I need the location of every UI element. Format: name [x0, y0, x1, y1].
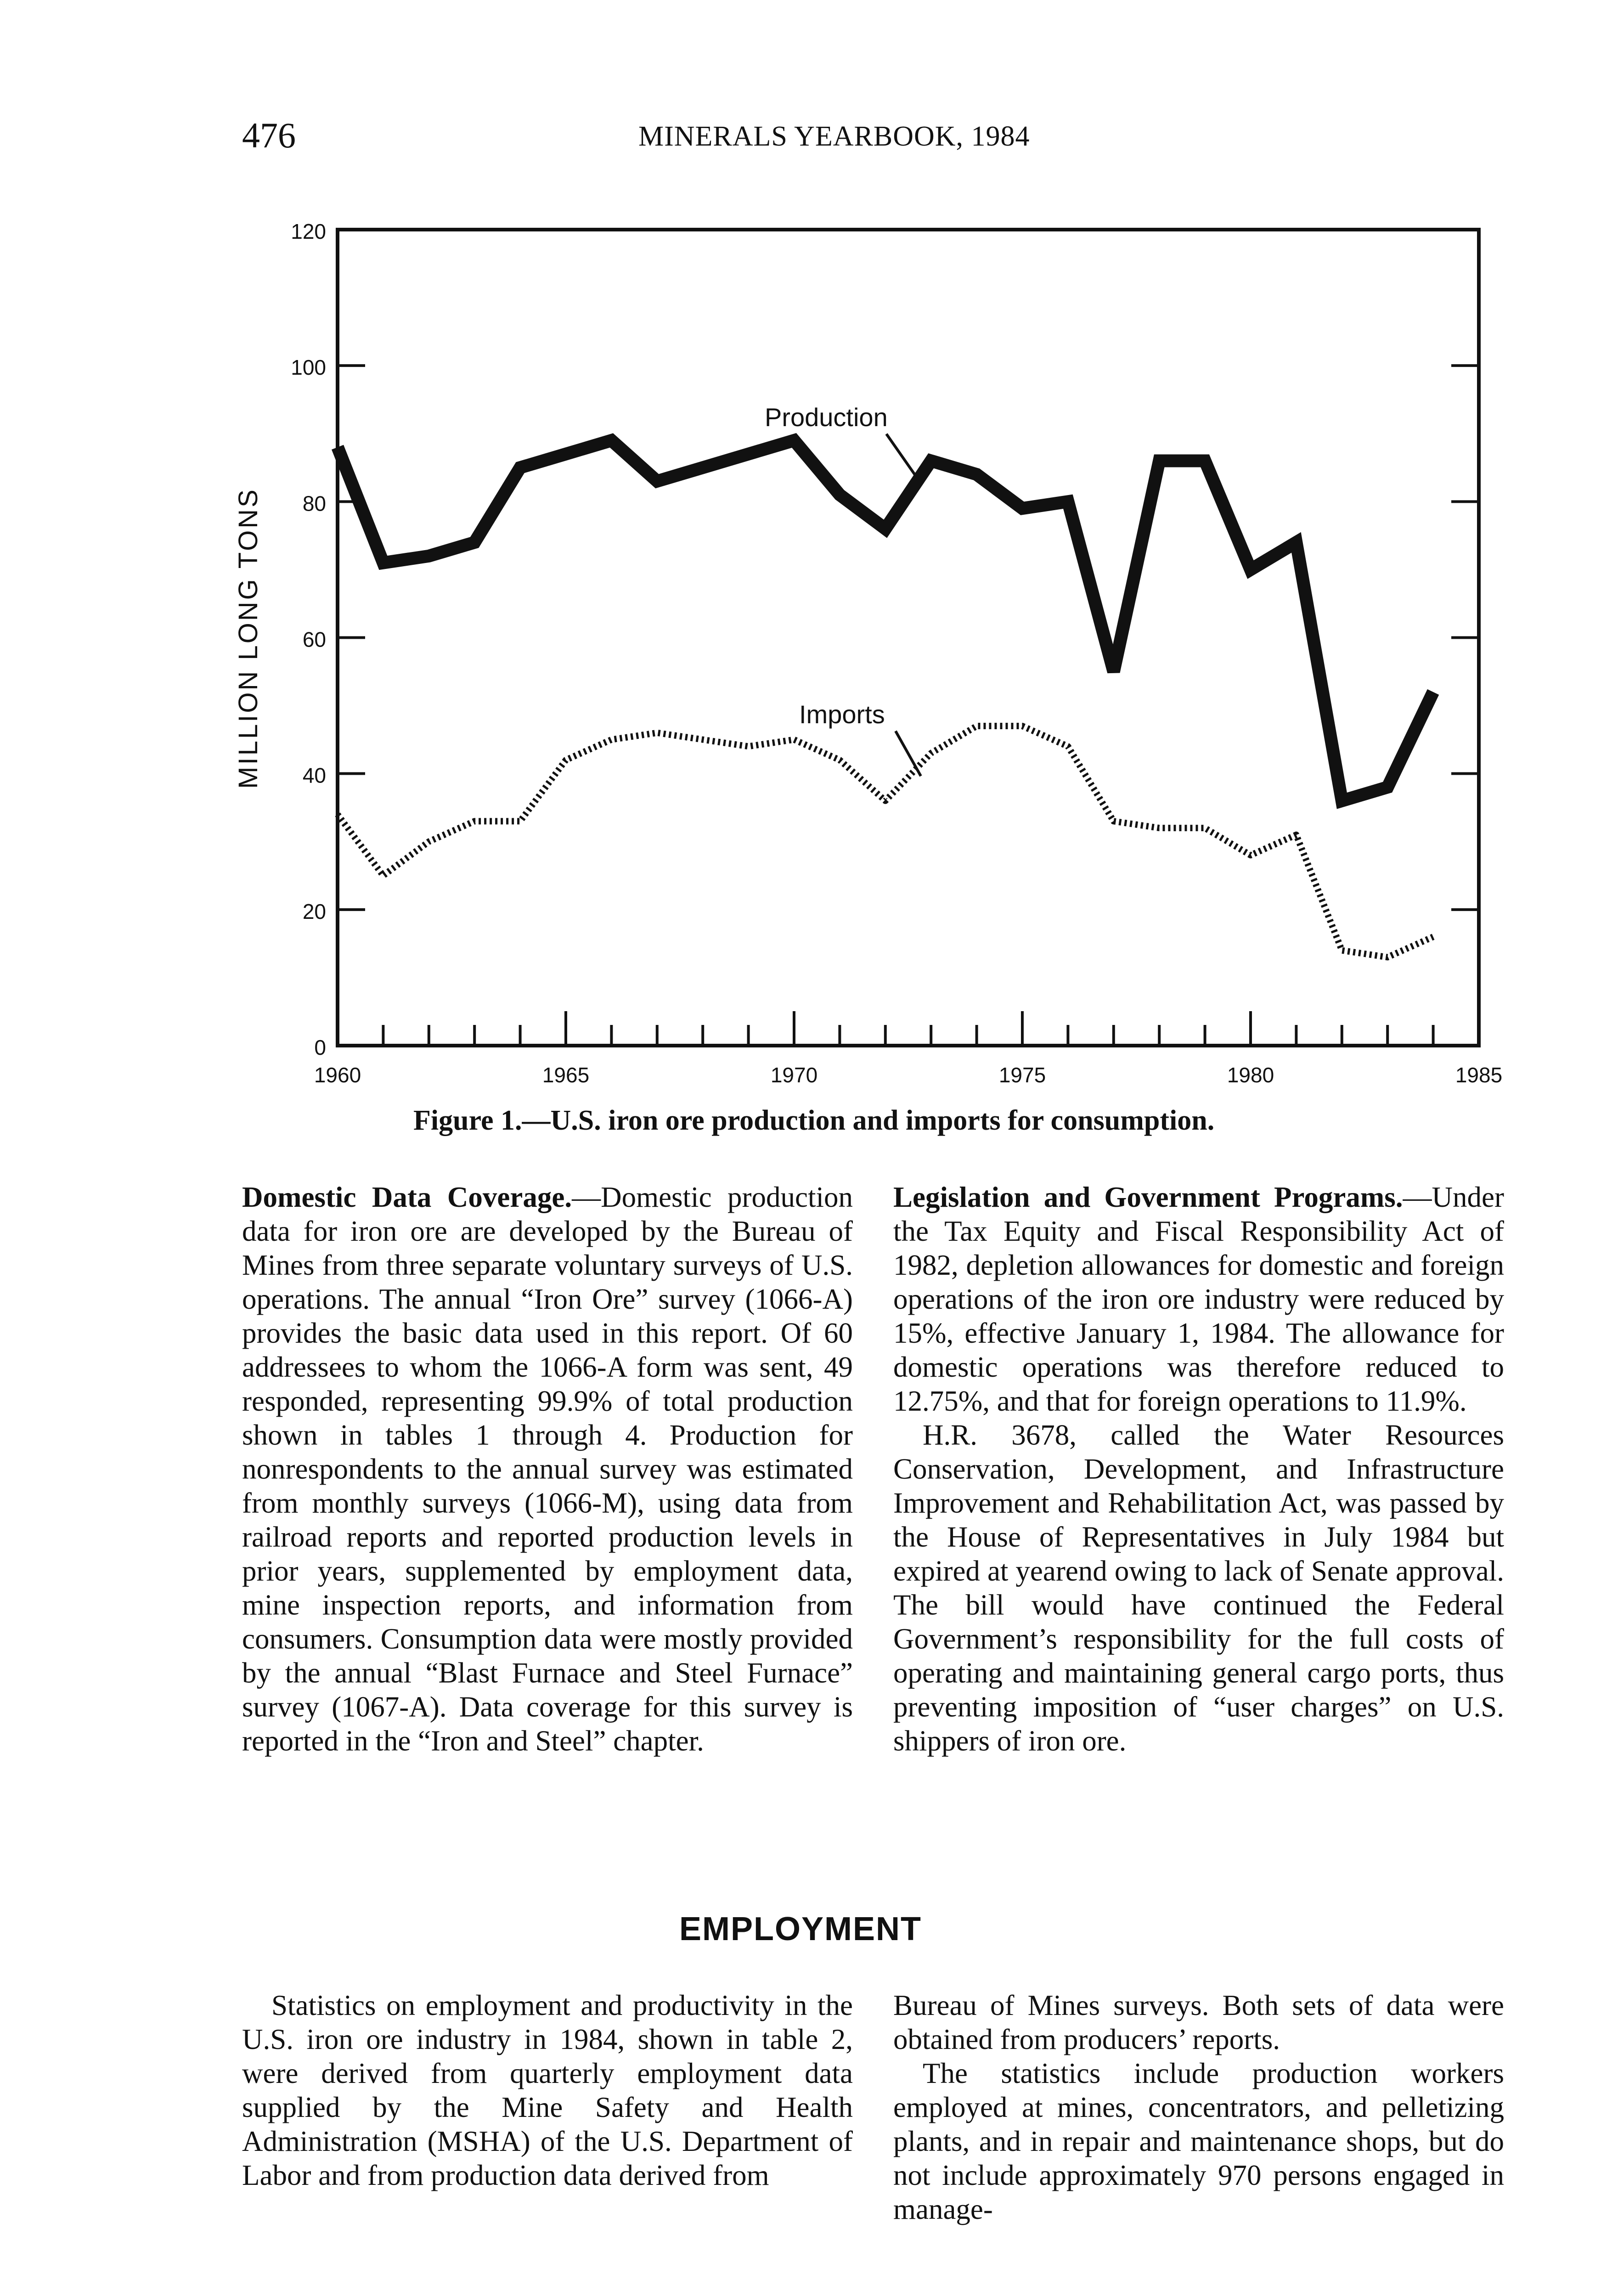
- employment-paragraph-3: The statistics include production workers employed at mines, concentrators, and pelletizing plants, and in repair and maintenance shops, but do not include approximately 970 persons engaged in manage-: [893, 2057, 1504, 2225]
- legislation-paragraph: [893, 1180, 1504, 1418]
- imports-leader: [896, 731, 921, 776]
- employment-right-column: [893, 1988, 1504, 2226]
- series-line-production: [338, 440, 1433, 801]
- employment-left-column: [242, 1988, 853, 2192]
- hr3678-paragraph: H.R. 3678, called the Water Resources Conservation, Development, and Infrastructure Improvement and Rehabilitation Act, was passed by the House of Representatives in July 1984 but expired at yearend owing to lack of Senate approval. The bill would have continued the Federal Government’s responsibility for the full costs of operating and maintaining general cargo ports, thus preventing imposition of “user charges” on U.S. shippers of iron ore.: [893, 1419, 1504, 1757]
- running-header: MINERALS YEARBOOK, 1984: [638, 121, 1030, 152]
- page-number: 476: [242, 115, 296, 155]
- y-tick-label: 40: [302, 763, 326, 788]
- y-tick-label: 100: [291, 355, 326, 380]
- data-coverage-heading: Domestic Data Coverage.: [242, 1181, 572, 1213]
- x-tick-label: 1965: [542, 1063, 590, 1087]
- production-leader: [886, 434, 916, 477]
- x-tick-label: 1960: [314, 1063, 361, 1087]
- y-tick-label: 80: [302, 491, 326, 516]
- employment-paragraph-1: Statistics on employment and productivity in the U.S. iron ore industry in 1984, shown in table 2, were derived from quarterly employment data supplied by the Mine Safety and Health Administration (MSHA) of the U.S. Department of Labor and from production data derived from: [242, 1989, 853, 2191]
- series-line-imports: [338, 726, 1433, 957]
- legislation-heading: Legislation and Government Programs.: [893, 1181, 1403, 1213]
- employment-heading: EMPLOYMENT: [679, 1911, 922, 1947]
- y-tick-label: 20: [302, 899, 326, 923]
- iron-ore-chart: [0, 0, 1601, 1102]
- y-axis-label: MILLION LONG TONS: [233, 488, 263, 789]
- x-tick-label: 1970: [770, 1063, 818, 1087]
- y-tick-label: 0: [314, 1035, 326, 1059]
- production-label: Production: [765, 403, 888, 432]
- employment-paragraph-2: Bureau of Mines surveys. Both sets of data were obtained from producers’ reports.: [893, 1989, 1504, 2055]
- y-tick-label: 120: [291, 219, 326, 243]
- x-tick-label: 1985: [1455, 1063, 1503, 1087]
- figure-caption: Figure 1.—U.S. iron ore production and imports for consumption.: [413, 1105, 1215, 1136]
- x-tick-label: 1975: [998, 1063, 1046, 1087]
- data-coverage-text: —Domestic production data for iron ore are developed by the Bureau of Mines from three separate voluntary surveys of U.S. operations. The annual “Iron Ore” survey (1066-A) provides the basic data used in this report. Of 60 addressees to whom the 1066-A form was sent, 49 responded, representing 99.9% of total production shown in tables 1 through 4. Production for nonrespondents to the annual survey was estimated from monthly surveys (1066-M), using data from railroad reports and reported production levels in prior years, supplemented by employment data, mine inspection reports, and information from consumers. Consumption data were mostly provided by the annual “Blast Furnace and Steel Furnace” survey (1067-A). Data coverage for this survey is reported in the “Iron and Steel” chapter.: [242, 1181, 853, 1757]
- legislation-text: —Under the Tax Equity and Fiscal Responsibility Act of 1982, depletion allowances for domestic and foreign operations of the iron ore industry were reduced by 15%, effective January 1, 1984. The allowance for domestic operations was therefore reduced to 12.75%, and that for foreign operations to 11.9%.: [893, 1181, 1504, 1417]
- x-tick-label: 1980: [1227, 1063, 1274, 1087]
- y-tick-label: 60: [302, 627, 326, 652]
- left-column: [242, 1180, 853, 1758]
- data-coverage-paragraph: [242, 1180, 853, 1758]
- right-column: [893, 1180, 1504, 1758]
- imports-label: Imports: [799, 700, 885, 729]
